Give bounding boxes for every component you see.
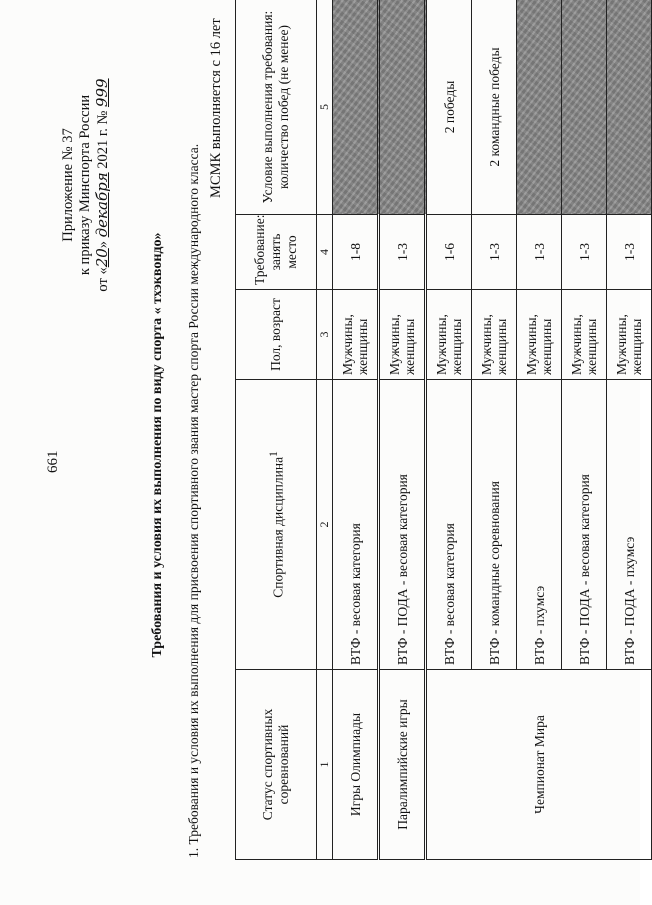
table-body bbox=[333, 0, 652, 860]
discipline-cell: ВТФ - пхумсэ bbox=[517, 380, 562, 670]
gender-cell: Мужчины, женщины bbox=[607, 290, 652, 380]
gender-cell: Мужчины, женщины bbox=[426, 290, 472, 380]
header-wins: Условие выполнения требования: количество побед (не менее) bbox=[236, 0, 317, 215]
status-cell: Паралимпийские игры bbox=[379, 670, 426, 860]
table-row bbox=[426, 0, 472, 860]
status-cell: Чемпионат Мира bbox=[426, 670, 652, 860]
annex-date-line: от «20» декабря 2021 г. № 999 bbox=[93, 78, 111, 292]
place-cell: 1-3 bbox=[472, 215, 517, 290]
column-numbers-row: 1 2 3 4 5 bbox=[317, 0, 333, 860]
wins-cell bbox=[562, 0, 607, 215]
table-row bbox=[379, 0, 426, 860]
discipline-cell: ВТФ - весовая категория bbox=[333, 380, 379, 670]
discipline-cell: ВТФ - ПОДА - пхумсэ bbox=[607, 380, 652, 670]
discipline-cell: ВТФ - командные соревнования bbox=[472, 380, 517, 670]
wins-cell: 2 командные победы bbox=[472, 0, 517, 215]
wins-cell bbox=[333, 0, 379, 215]
annex-order-ref: к приказу Минспорта России bbox=[77, 94, 93, 276]
gender-cell: Мужчины, женщины bbox=[333, 290, 379, 380]
place-cell: 1-3 bbox=[607, 215, 652, 290]
place-cell: 1-8 bbox=[333, 215, 379, 290]
wins-cell bbox=[607, 0, 652, 215]
place-cell: 1-3 bbox=[379, 215, 426, 290]
discipline-cell: ВТФ - ПОДА - весовая категория bbox=[562, 380, 607, 670]
status-cell: Игры Олимпиады bbox=[333, 670, 379, 860]
wins-cell bbox=[379, 0, 426, 215]
place-cell: 1-3 bbox=[517, 215, 562, 290]
header-place: Требование: занять место bbox=[236, 215, 317, 290]
place-cell: 1-6 bbox=[426, 215, 472, 290]
gender-cell: Мужчины, женщины bbox=[562, 290, 607, 380]
header-gender: Пол, возраст bbox=[236, 290, 317, 380]
place-cell: 1-3 bbox=[562, 215, 607, 290]
wins-cell bbox=[517, 0, 562, 215]
age-note: МСМК выполняется с 16 лет bbox=[208, 18, 224, 198]
handwritten-day: 20 bbox=[93, 248, 111, 268]
discipline-cell: ВТФ - ПОДА - весовая категория bbox=[379, 380, 426, 670]
handwritten-order-number: 999 bbox=[93, 78, 111, 108]
footnote-marker: 1 bbox=[267, 451, 280, 457]
discipline-cell: ВТФ - весовая категория bbox=[426, 380, 472, 670]
header-discipline: Спортивная дисциплина$^1$ bbox=[236, 380, 317, 670]
gender-cell: Мужчины, женщины bbox=[472, 290, 517, 380]
wins-cell: 2 победы bbox=[426, 0, 472, 215]
document-title: Требования и условия их выполнения по виду спорта « тхэквондо» bbox=[150, 232, 165, 658]
handwritten-month: декабря bbox=[93, 172, 111, 238]
table-row bbox=[333, 0, 379, 860]
annex-header bbox=[60, 55, 112, 315]
annex-number: Приложение № 37 bbox=[60, 128, 76, 242]
page-number: 661 bbox=[45, 450, 61, 473]
gender-cell: Мужчины, женщины bbox=[517, 290, 562, 380]
requirements-table bbox=[235, 0, 652, 860]
gender-cell: Мужчины, женщины bbox=[379, 290, 426, 380]
intro-paragraph: 1. Требования и условия их выполнения для присвоения спортивного звания мастер спорта России международного класса. bbox=[186, 143, 201, 858]
header-status: Статус спортивных соревнований bbox=[236, 670, 317, 860]
